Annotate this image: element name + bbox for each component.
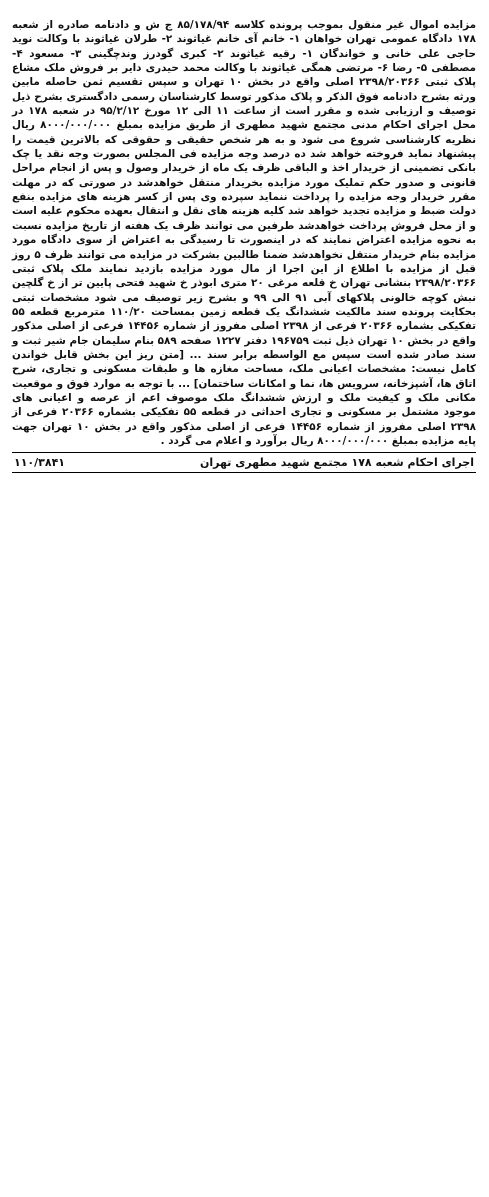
notice-code: ۱۱۰/۳۸۴۱ (14, 456, 66, 470)
bottom-divider (12, 472, 476, 473)
notice-body: مزایده اموال غیر منقول بموجب پرونده کلاسه ۸۵/۱۷۸/۹۴ ج ش و دادنامه صادره از شعبه ۱۷۸ دادگاه عمومی تهران خواهان ۱- خانم آی خانم غیاثوند ۲- طرلان غیاثوند با وکالت نوید حاجی علی خانی و خواندگان ۱- رقیه غیاثوند ۲- کبری گودرز وندچگینی ۳- مسعود ۴- مصطفی ۵- رضا ۶- مرتضی همگی غیاثوند با وکالت محمد حیدری دایر بر فروش ملک مشاع پلاک ثبتی ۲۳۹۸/۲۰۳۶۶ اصلی واقع در بخش ۱۰ تهران و سپس تقسیم ثمن حاصله مابین ورثه بشرح دادنامه فوق الذکر و پلاک مذکور توسط کارشناسان رسمی دادگستری بشرح ذیل توصیف و ارزیابی شده و مقرر است از ساعت ۱۱ الی ۱۲ مورخ ۹۵/۲/۱۲ در شعبه ۱۷۸ در محل اجرای احکام مدنی مجتمع شهید مطهری از طریق مزایده بمبلغ ۸۰۰۰/۰۰۰/۰۰۰ ریال نظریه کارشناسی شروع می شود و به هر شخص حقیقی و حقوقی که بالاترین قیمت را پیشنهاد نماید فروخته خواهد شد ده درصد وجه مزایده فی المجلس بصورت وجه نقد یا چک بانکی تضمینی از خریدار اخذ و الباقی ظرف یک ماه از خریدار وصول و پس از انجام مراحل قانونی و صدور حکم تملیک مورد مزایده بخریدار منتقل خواهدشد در صورتی که در مهلت مقرر خریدار وجه مزایده را پرداخت ننماید سپرده وی پس از کسر هزینه های مزایده بنفع دولت ضبط و مزایده تجدید خواهد شد کلیه هزینه های نقل و انتقال بعهده محکوم علیه است و از محل فروش پرداخت خواهدشد طرفین می توانند ظرف یک هفته از تاریخ مزایده نسبت به نحوه مزایده اعتراض نمایند که در اینصورت تا رسیدگی به اعتراض از سوی دادگاه مورد مزایده بنام خریدار منتقل نخواهدشد ضمنا طالبین بشرکت در مزایده می توانند ظرف ۵ روز قبل از مزایده با اطلاع از این اجرا از مال مورد مزایده بازدید نمایند ملک پلاک ثبتی ۲۳۹۸/۲۰۳۶۶ بنشانی تهران خ قلعه مرغی ۲۰ متری ابوذر خ شهید فتحی پایین تر از خ گلچین نبش کوچه خالونی پلاکهای آبی ۹۱ الی ۹۹ و بشرح زیر توصیف می شود مشخصات ثبتی بحکایت پرونده سند مالکیت ششدانگ یک قطعه زمین بمساحت ۱۱۰/۲۰ مترمربع قطعه ۵۵ تفکیکی بشماره ۲۰۳۶۶ فرعی از ۲۳۹۸ اصلی مفروز از شماره ۱۴۴۵۶ فرعی از اصلی مذکور واقع در بخش ۱۰ تهران ذیل ثبت ۱۹۶۷۵۹ دفتر ۱۲۲۷ صفحه ۵۸۹ بنام سلیمان جام شیر ثبت و سند صادر شده است سپس مع الواسطه برابر سند ... [متن ریز این بخش قابل خواندن کامل نیست: مشخصات اعیانی ملک، مساحت مغازه ها و طبقات مسکونی و تجاری، شرح اتاق ها، آشپزخانه، سرویس ها، نما و امکانات ساختمان] ... با توجه به موارد فوق و موقعیت مکانی ملک و کیفیت ملک و ارزش ششدانگ ملک موصوف اعم از عرصه و اعیانی های موجود مشتمل بر مسکونی و تجاری احداثی در قطعه ۵۵ تفکیکی بشماره ۲۰۳۶۶ فرعی از ۲۳۹۸ اصلی مفروز از شماره ۱۴۴۵۶ فرعی از اصلی مذکور واقع در بخش ۱۰ تهران جهت پایه مزایده بمبلغ ۸۰۰۰/۰۰۰/۰۰۰ ریال برآورد و اعلام می گردد . (12, 19, 477, 447)
notice-footer (12, 456, 476, 469)
divider (12, 452, 476, 453)
legal-notice (8, 18, 480, 1168)
notice-signature: اجرای احکام شعبه ۱۷۸ مجتمع شهید مطهری تهران (200, 456, 474, 470)
